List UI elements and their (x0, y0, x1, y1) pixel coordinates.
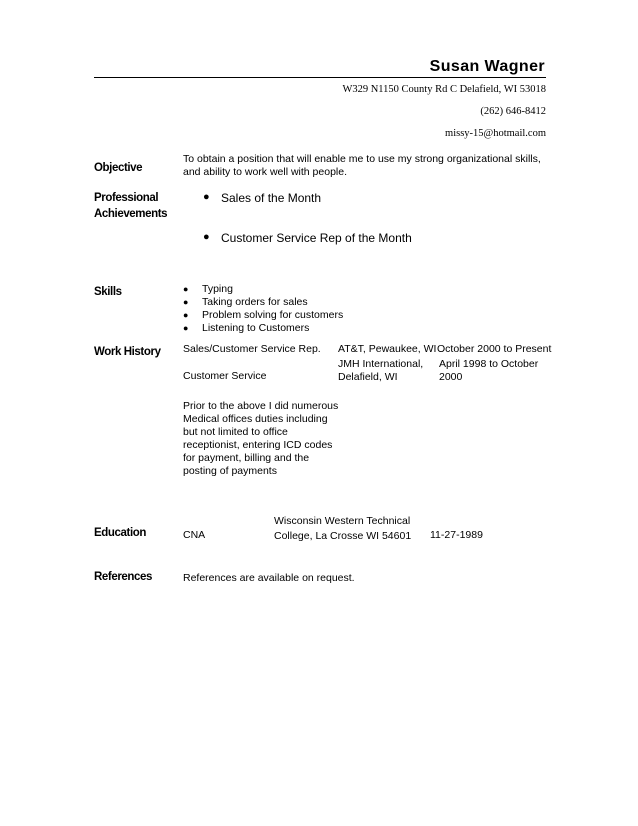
objective-heading: Objective (94, 162, 143, 174)
prior-line: posting of payments (183, 465, 277, 477)
list-item (203, 231, 412, 245)
list-item (183, 309, 343, 322)
job1-title: Sales/Customer Service Rep. (183, 343, 321, 355)
achievements-heading-line: Professional (94, 192, 159, 204)
job2-employer-line: JMH International, (338, 358, 424, 370)
prior-line: for payment, billing and the (183, 452, 310, 464)
job2-employer-line: Delafield, WI (338, 371, 398, 383)
job2-title: Customer Service (183, 370, 267, 382)
prior-line: Prior to the above I did numerous (183, 400, 339, 412)
references-text: References are available on request. (183, 572, 355, 584)
work-history-heading: Work History (94, 346, 161, 358)
achievement-label: Customer Service Rep of the Month (221, 231, 412, 245)
achievements-list (203, 0, 521, 260)
skill-label: Problem solving for customers (202, 309, 344, 321)
list-item (183, 296, 343, 309)
contact-address: W329 N1150 County Rd C Delafield, WI 53018 (342, 84, 546, 95)
skill-label: Listening to Customers (202, 322, 310, 334)
job2-employer (338, 358, 423, 384)
achievements-heading-line: Achievements (94, 208, 168, 220)
bullet-icon: ● (183, 284, 189, 294)
bullet-icon: ● (203, 191, 210, 203)
job2-dates-line: April 1998 to October (439, 358, 539, 370)
education-heading: Education (94, 527, 146, 539)
education-school-line: College, La Crosse WI 54601 (274, 530, 412, 542)
objective-line: To obtain a position that will enable me to use my strong organizational skills, (183, 153, 541, 165)
job2-dates (439, 358, 538, 384)
achievements-heading (94, 190, 167, 222)
skill-label: Taking orders for sales (202, 296, 308, 308)
prior-line: Medical offices duties including (183, 413, 328, 425)
bullet-icon: ● (183, 323, 189, 333)
education-school (274, 514, 411, 544)
prior-line: but not limited to office (183, 426, 288, 438)
list-item (183, 283, 343, 296)
job1-employer: AT&T, Pewaukee, WI (338, 343, 437, 355)
contact-email: missy-15@hotmail.com (445, 128, 546, 139)
achievement-label: Sales of the Month (221, 191, 322, 205)
job1-dates: October 2000 to Present (437, 343, 552, 355)
contact-phone: (262) 646-8412 (480, 106, 546, 117)
skill-label: Typing (202, 283, 233, 295)
list-item (203, 191, 322, 205)
bullet-icon: ● (203, 231, 210, 243)
prior-line: receptionist, entering ICD codes (183, 439, 333, 451)
education-degree: CNA (183, 529, 206, 541)
skills-list (183, 283, 343, 335)
education-school-line: Wisconsin Western Technical (274, 515, 411, 527)
applicant-name: Susan Wagner (429, 58, 545, 75)
bullet-icon: ● (183, 310, 189, 320)
prior-experience (183, 400, 338, 478)
list-item (183, 322, 343, 335)
education-date: 11-27-1989 (430, 529, 483, 541)
references-heading: References (94, 571, 153, 583)
bullet-icon: ● (183, 297, 189, 307)
job2-dates-line: 2000 (439, 371, 463, 383)
skills-heading: Skills (94, 286, 122, 298)
objective-line: and ability to work well with people. (183, 166, 348, 178)
